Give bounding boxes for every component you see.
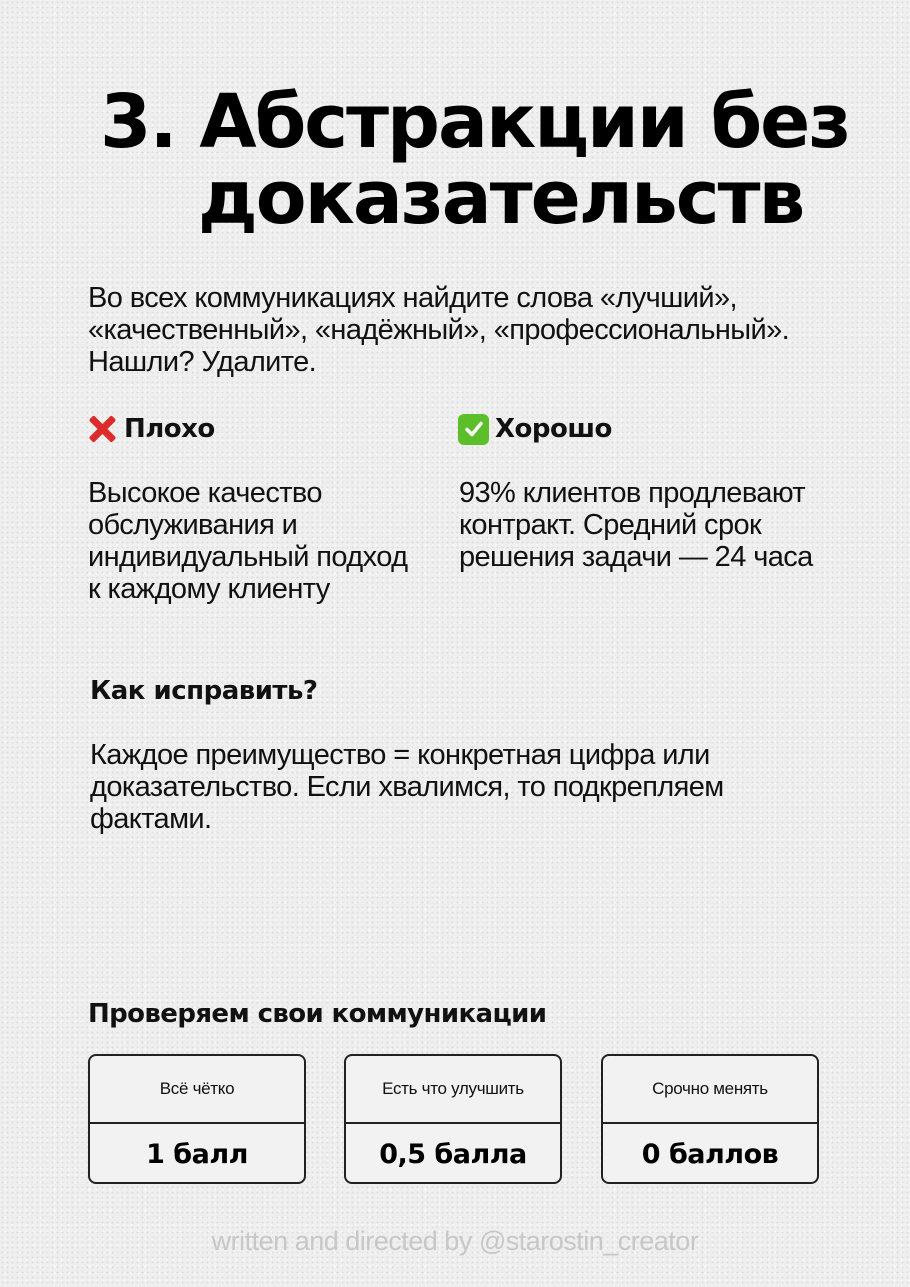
score-card-improve — [344, 1054, 562, 1184]
title-line-1: 3. Абстракции без — [100, 79, 850, 165]
score-label: Всё чётко — [90, 1056, 304, 1124]
page-title — [100, 79, 880, 241]
check-mark-icon — [458, 414, 489, 445]
bad-heading — [86, 412, 215, 446]
score-value: 0 баллов — [641, 1138, 779, 1170]
title-line-2: доказательств — [198, 155, 804, 241]
intro-paragraph: Во всех коммуникациях найдите слова «лучший», «качественный», «надёжный», «профессиональный». Нашли? Удалите. — [88, 282, 790, 378]
fix-text: Каждое преимущество = конкретная цифра или доказательство. Если хвалимся, то подкрепляем фактами. — [90, 739, 724, 835]
bad-example-text: Высокое качество обслуживания и индивидуальный подход к каждому клиенту — [88, 477, 408, 605]
check-heading: Проверяем свои коммуникации — [88, 999, 547, 1029]
score-value: 0,5 балла — [379, 1138, 527, 1170]
score-card-urgent — [601, 1054, 819, 1184]
score-label: Есть что улучшить — [346, 1056, 560, 1124]
fix-heading: Как исправить? — [90, 676, 318, 706]
footer-credit: written and directed by @starostin_creator — [211, 1226, 699, 1256]
good-example-text: 93% клиентов продлевают контракт. Средний срок решения задачи — 24 часа — [459, 477, 813, 573]
score-card-clear — [88, 1054, 306, 1184]
cross-mark-icon — [86, 413, 118, 445]
bad-label: Плохо — [124, 414, 215, 444]
good-heading — [458, 412, 612, 446]
score-label: Срочно менять — [603, 1056, 817, 1124]
good-label: Хорошо — [495, 414, 612, 444]
score-value: 1 балл — [146, 1138, 248, 1170]
